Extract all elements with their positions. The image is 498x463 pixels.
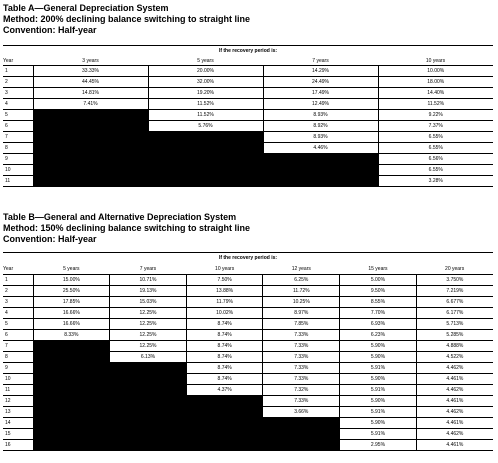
rate-cell: 11.52% (378, 99, 493, 110)
blackout-cell (33, 396, 110, 407)
column-header: 10 years (378, 57, 493, 66)
blackout-cell (148, 165, 263, 176)
rate-cell: 8.93% (263, 110, 378, 121)
rate-cell: 5.90% (340, 396, 417, 407)
rate-cell: 5.90% (340, 352, 417, 363)
blackout-cell (33, 341, 110, 352)
table-row (3, 154, 493, 165)
rate-cell: 8.93% (263, 132, 378, 143)
year-cell: 11 (3, 176, 33, 187)
year-cell: 1 (3, 66, 33, 77)
rate-cell: 2.95% (340, 440, 417, 451)
table-row (3, 319, 493, 330)
rate-cell: 5.90% (340, 418, 417, 429)
year-cell: 5 (3, 110, 33, 121)
year-cell: 6 (3, 121, 33, 132)
rate-cell: 4.462% (416, 363, 493, 374)
rate-cell: 12.25% (110, 319, 187, 330)
table-row (3, 88, 493, 99)
blackout-cell (33, 363, 110, 374)
rate-cell: 8.74% (186, 352, 263, 363)
blackout-cell (33, 176, 148, 187)
blackout-cell (110, 385, 187, 396)
table-row (3, 363, 493, 374)
blackout-cell (110, 374, 187, 385)
blackout-cell (263, 165, 378, 176)
rate-cell: 14.29% (263, 66, 378, 77)
table-row (3, 275, 493, 286)
table-row (3, 110, 493, 121)
blackout-cell (263, 440, 340, 451)
table-a-title: Table A—General Depreciation System (3, 3, 169, 13)
rate-cell: 7.50% (186, 275, 263, 286)
rate-cell: 4.37% (186, 385, 263, 396)
column-header: 10 years (186, 264, 263, 275)
blackout-cell (148, 154, 263, 165)
column-header: 3 years (33, 57, 148, 66)
table-row (3, 132, 493, 143)
rate-cell: 3.66% (263, 407, 340, 418)
table-row (3, 308, 493, 319)
blackout-cell (186, 440, 263, 451)
rate-cell: 6.23% (340, 330, 417, 341)
year-cell: 3 (3, 88, 33, 99)
table-b-title: Table B—General and Alternative Depreciation System (3, 212, 237, 222)
year-cell: 10 (3, 374, 33, 385)
blackout-cell (186, 429, 263, 440)
table-a-header-row (3, 57, 493, 66)
blackout-cell (186, 407, 263, 418)
rate-cell: 6.93% (340, 319, 417, 330)
year-cell: 6 (3, 330, 33, 341)
table-a-method: Method: 200% declining balance switching to straight line (3, 14, 251, 24)
table-row (3, 297, 493, 308)
rate-cell: 16.66% (33, 308, 110, 319)
blackout-cell (263, 418, 340, 429)
table-b-grid (3, 264, 493, 451)
blackout-cell (33, 121, 148, 132)
table-row (3, 77, 493, 88)
rate-cell: 10.00% (378, 66, 493, 77)
rate-cell: 4.462% (416, 429, 493, 440)
rate-cell: 7.33% (263, 374, 340, 385)
blackout-cell (186, 396, 263, 407)
rate-cell: 4.461% (416, 374, 493, 385)
rate-cell: 7.33% (263, 352, 340, 363)
blackout-cell (33, 132, 148, 143)
rate-cell: 5.00% (340, 275, 417, 286)
rate-cell: 9.50% (340, 286, 417, 297)
rate-cell: 4.461% (416, 396, 493, 407)
rate-cell: 8.74% (186, 363, 263, 374)
table-b-header-row (3, 264, 493, 275)
rate-cell: 7.41% (33, 99, 148, 110)
blackout-cell (263, 429, 340, 440)
table-b-convention: Convention: Half-year (3, 234, 97, 244)
rate-cell: 11.52% (148, 110, 263, 121)
column-header: 20 years (416, 264, 493, 275)
year-cell: 7 (3, 341, 33, 352)
rate-cell: 14.40% (378, 88, 493, 99)
rate-cell: 20.00% (148, 66, 263, 77)
blackout-cell (33, 374, 110, 385)
rate-cell: 5.91% (340, 385, 417, 396)
rate-cell: 19.20% (148, 88, 263, 99)
year-header: Year (3, 264, 33, 275)
year-cell: 9 (3, 363, 33, 374)
rate-cell: 11.52% (148, 99, 263, 110)
rate-cell: 6.56% (378, 154, 493, 165)
year-cell: 11 (3, 385, 33, 396)
rate-cell: 15.00% (33, 275, 110, 286)
year-cell: 3 (3, 297, 33, 308)
table-b-top-rule (3, 252, 493, 253)
rate-cell: 4.522% (416, 352, 493, 363)
year-cell: 10 (3, 165, 33, 176)
blackout-cell (33, 352, 110, 363)
rate-cell: 17.85% (33, 297, 110, 308)
table-row (3, 396, 493, 407)
rate-cell: 8.74% (186, 341, 263, 352)
blackout-cell (148, 143, 263, 154)
table-row (3, 341, 493, 352)
rate-cell: 4.461% (416, 418, 493, 429)
year-cell: 8 (3, 143, 33, 154)
rate-cell: 9.22% (378, 110, 493, 121)
rate-cell: 7.33% (263, 341, 340, 352)
rate-cell: 13.88% (186, 286, 263, 297)
rate-cell: 8.92% (263, 121, 378, 132)
table-a-top-rule (3, 45, 493, 46)
blackout-cell (148, 176, 263, 187)
rate-cell: 6.55% (378, 143, 493, 154)
table-a-period-header: If the recovery period is: (218, 48, 278, 54)
rate-cell: 8.55% (340, 297, 417, 308)
table-b-heading (3, 212, 493, 245)
rate-cell: 19.13% (110, 286, 187, 297)
blackout-cell (110, 440, 187, 451)
rate-cell: 8.97% (263, 308, 340, 319)
rate-cell: 6.55% (378, 165, 493, 176)
blackout-cell (110, 407, 187, 418)
year-cell: 5 (3, 319, 33, 330)
rate-cell: 5.285% (416, 330, 493, 341)
table-a-body (3, 66, 493, 187)
blackout-cell (148, 132, 263, 143)
rate-cell: 12.49% (263, 99, 378, 110)
rate-cell: 8.74% (186, 374, 263, 385)
column-header: 12 years (263, 264, 340, 275)
table-row (3, 99, 493, 110)
rate-cell: 10.71% (110, 275, 187, 286)
column-header: 7 years (263, 57, 378, 66)
rate-cell: 12.25% (110, 308, 187, 319)
rate-cell: 4.46% (263, 143, 378, 154)
rate-cell: 8.74% (186, 330, 263, 341)
rate-cell: 4.888% (416, 341, 493, 352)
rate-cell: 24.49% (263, 77, 378, 88)
table-row (3, 143, 493, 154)
rate-cell: 3.28% (378, 176, 493, 187)
rate-cell: 7.219% (416, 286, 493, 297)
table-row (3, 418, 493, 429)
year-cell: 8 (3, 352, 33, 363)
rate-cell: 15.03% (110, 297, 187, 308)
rate-cell: 8.33% (33, 330, 110, 341)
rate-cell: 25.50% (33, 286, 110, 297)
year-cell: 14 (3, 418, 33, 429)
blackout-cell (33, 407, 110, 418)
rate-cell: 12.25% (110, 341, 187, 352)
table-row (3, 121, 493, 132)
rate-cell: 5.91% (340, 429, 417, 440)
year-cell: 7 (3, 132, 33, 143)
rate-cell: 11.72% (263, 286, 340, 297)
year-cell: 2 (3, 286, 33, 297)
table-a-heading (3, 3, 493, 36)
rate-cell: 8.74% (186, 319, 263, 330)
year-cell: 1 (3, 275, 33, 286)
blackout-cell (110, 396, 187, 407)
rate-cell: 7.33% (263, 396, 340, 407)
blackout-cell (33, 440, 110, 451)
table-row (3, 66, 493, 77)
table-a-convention: Convention: Half-year (3, 25, 97, 35)
table-row (3, 165, 493, 176)
rate-cell: 5.713% (416, 319, 493, 330)
rate-cell: 5.90% (340, 341, 417, 352)
blackout-cell (33, 110, 148, 121)
blackout-cell (110, 429, 187, 440)
blackout-cell (33, 165, 148, 176)
rate-cell: 5.76% (148, 121, 263, 132)
year-cell: 13 (3, 407, 33, 418)
rate-cell: 7.70% (340, 308, 417, 319)
rate-cell: 17.49% (263, 88, 378, 99)
table-row (3, 176, 493, 187)
rate-cell: 4.462% (416, 385, 493, 396)
table-row (3, 330, 493, 341)
rate-cell: 7.85% (263, 319, 340, 330)
blackout-cell (110, 418, 187, 429)
rate-cell: 11.79% (186, 297, 263, 308)
blackout-cell (263, 154, 378, 165)
table-row (3, 407, 493, 418)
rate-cell: 5.91% (340, 407, 417, 418)
rate-cell: 7.37% (378, 121, 493, 132)
table-b (3, 254, 493, 451)
year-cell: 4 (3, 99, 33, 110)
blackout-cell (33, 418, 110, 429)
rate-cell: 10.25% (263, 297, 340, 308)
year-cell: 15 (3, 429, 33, 440)
column-header: 7 years (110, 264, 187, 275)
table-row (3, 440, 493, 451)
rate-cell: 6.55% (378, 132, 493, 143)
table-row (3, 374, 493, 385)
rate-cell: 7.33% (263, 363, 340, 374)
year-cell: 12 (3, 396, 33, 407)
table-a (3, 47, 493, 187)
year-header: Year (3, 57, 33, 66)
rate-cell: 7.33% (263, 330, 340, 341)
rate-cell: 4.462% (416, 407, 493, 418)
column-header: 5 years (33, 264, 110, 275)
year-cell: 2 (3, 77, 33, 88)
blackout-cell (33, 385, 110, 396)
rate-cell: 5.90% (340, 374, 417, 385)
rate-cell: 44.45% (33, 77, 148, 88)
table-b-body (3, 275, 493, 451)
year-cell: 9 (3, 154, 33, 165)
table-b-method: Method: 150% declining balance switching to straight line (3, 223, 251, 233)
rate-cell: 3.750% (416, 275, 493, 286)
table-a-grid (3, 57, 493, 187)
table-row (3, 385, 493, 396)
rate-cell: 14.81% (33, 88, 148, 99)
table-row (3, 352, 493, 363)
table-b-period-header: If the recovery period is: (218, 255, 278, 261)
blackout-cell (263, 176, 378, 187)
rate-cell: 12.25% (110, 330, 187, 341)
rate-cell: 4.461% (416, 440, 493, 451)
year-cell: 4 (3, 308, 33, 319)
year-cell: 16 (3, 440, 33, 451)
blackout-cell (33, 429, 110, 440)
blackout-cell (33, 143, 148, 154)
rate-cell: 16.66% (33, 319, 110, 330)
column-header: 15 years (340, 264, 417, 275)
rate-cell: 10.02% (186, 308, 263, 319)
rate-cell: 18.00% (378, 77, 493, 88)
column-header: 5 years (148, 57, 263, 66)
table-row (3, 429, 493, 440)
rate-cell: 33.33% (33, 66, 148, 77)
blackout-cell (110, 363, 187, 374)
table-row (3, 286, 493, 297)
rate-cell: 7.32% (263, 385, 340, 396)
rate-cell: 5.91% (340, 363, 417, 374)
rate-cell: 6.677% (416, 297, 493, 308)
blackout-cell (33, 154, 148, 165)
rate-cell: 6.25% (263, 275, 340, 286)
rate-cell: 6.13% (110, 352, 187, 363)
blackout-cell (186, 418, 263, 429)
rate-cell: 32.00% (148, 77, 263, 88)
rate-cell: 6.177% (416, 308, 493, 319)
